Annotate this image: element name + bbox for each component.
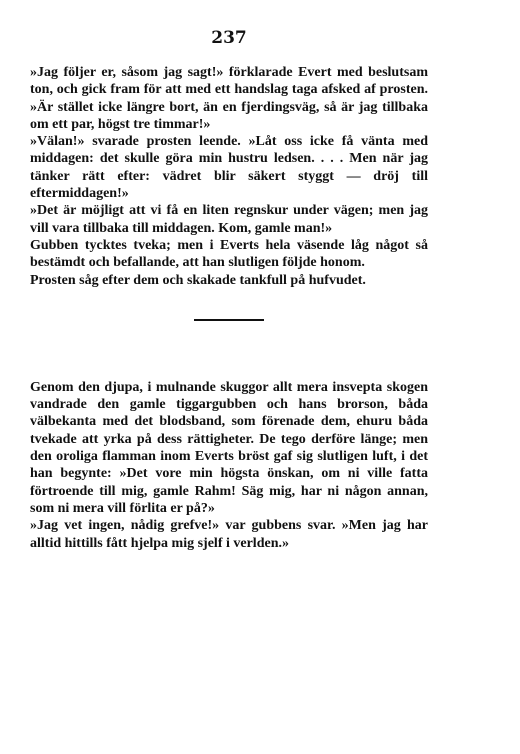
section-2 bbox=[30, 379, 428, 552]
page-number: 237 bbox=[211, 28, 247, 48]
paragraph: Prosten såg efter dem och skakade tankfull på hufvudet. bbox=[30, 272, 366, 288]
paragraph: »Jag följer er, såsom jag sagt!» förklarade Evert med beslutsam ton, och gick fram för att med ett handslag taga afsked af prosten. »Är stället icke längre bort, än en fjerdingsväg, så är jag tillbaka om ett par, högst tre timmar!» bbox=[30, 65, 428, 132]
paragraph: »Välan!» svarade prosten leende. »Låt oss icke få vänta med middagen: det skulle göra min hustru ledsen. . . . Men när jag tänker rätt efter: vädret blir säkert styggt — dröj till eftermiddagen!» bbox=[30, 134, 428, 202]
paragraph: »Det är möjligt att vi få en liten regnskur under vägen; men jag vill vara tillbaka till middagen. Kom, gamle man!» bbox=[30, 203, 428, 236]
book-page bbox=[30, 28, 428, 552]
paragraph: Genom den djupa, i mulnande skuggor allt mera insvepta skogen vandrade den gamle tiggargubben och hans brorson, båda välbekanta med det blodsband, som förenade dem, ehuru båda tvekade att yrka på dess rättigheter. De tego derföre länge; men den oroliga flamman inom Everts bröst gaf sig slutligen luft, i det han begynte: »Det vore min högsta önskan, om ni ville fatta förtroende till mig, gamle Rahm! Säg mig, har ni någon annan, som ni mera vill förlita er på?» bbox=[30, 379, 428, 516]
paragraph: Gubben tycktes tveka; men i Everts hela väsende låg något så bestämdt och befallande, att han slutligen följde honom. bbox=[30, 237, 428, 271]
section-1 bbox=[30, 64, 428, 289]
section-divider bbox=[194, 319, 264, 321]
paragraph: »Jag vet ingen, nådig grefve!» var gubbens svar. »Men jag har alltid hittills fått hjelpa mig sjelf i verlden.» bbox=[30, 518, 428, 551]
